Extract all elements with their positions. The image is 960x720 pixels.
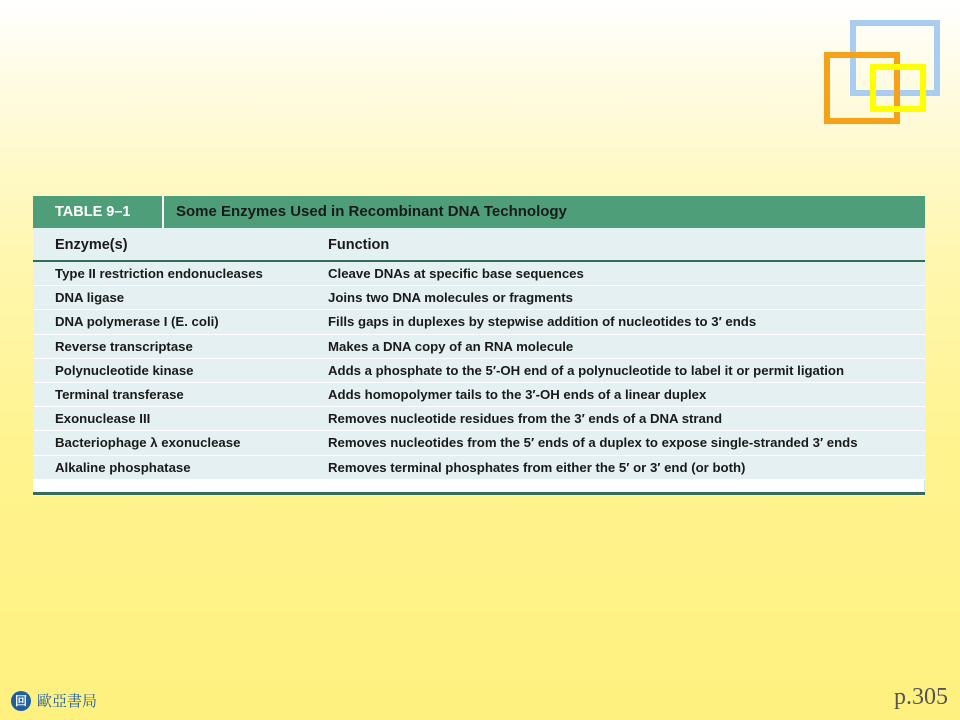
table-row (33, 359, 925, 383)
page-number: p.305 (894, 684, 948, 710)
function-cell: Removes nucleotide residues from the 3′ ends of a DNA strand (328, 411, 722, 427)
enzyme-table (33, 196, 925, 496)
table-title-bar (33, 196, 925, 228)
function-cell: Removes nucleotides from the 5′ ends of a duplex to expose single-stranded 3′ ends (328, 435, 858, 451)
table-title: Some Enzymes Used in Recombinant DNA Technology (176, 203, 567, 220)
function-cell: Removes terminal phosphates from either the 5′ or 3′ end (or both) (328, 459, 746, 475)
publisher-logo (11, 690, 97, 711)
header-enzymes: Enzyme(s) (55, 237, 128, 253)
enzyme-cell: DNA polymerase I (E. coli) (55, 314, 219, 330)
header-function: Function (328, 237, 390, 253)
enzyme-cell: Bacteriophage λ exonuclease (55, 435, 241, 451)
table-row (33, 286, 925, 310)
decorative-square-yellow (870, 64, 926, 112)
publisher-logo-icon: 回 (11, 691, 31, 711)
enzyme-cell: Exonuclease III (55, 411, 151, 427)
table-row (33, 310, 925, 334)
table-row (33, 456, 925, 480)
table-row (33, 407, 925, 431)
function-cell: Makes a DNA copy of an RNA molecule (328, 338, 574, 354)
enzyme-cell: DNA ligase (55, 290, 125, 306)
function-cell: Joins two DNA molecules or fragments (328, 290, 573, 306)
function-cell: Adds homopolymer tails to the 3′-OH ends of a linear duplex (328, 386, 707, 402)
function-cell: Fills gaps in duplexes by stepwise addition of nucleotides to 3′ ends (328, 314, 757, 330)
enzyme-cell: Alkaline phosphatase (55, 459, 191, 475)
table-body (33, 262, 925, 480)
enzyme-cell: Polynucleotide kinase (55, 362, 194, 378)
enzyme-cell: Terminal transferase (55, 386, 184, 402)
table-row (33, 431, 925, 455)
table-row (33, 262, 925, 286)
publisher-name: 歐亞書局 (37, 692, 98, 710)
table-number-label: TABLE 9–1 (33, 196, 164, 228)
table-row (33, 335, 925, 359)
enzyme-cell: Type II restriction endonucleases (55, 266, 263, 281)
table-row (33, 383, 925, 407)
enzyme-cell: Reverse transcriptase (55, 338, 193, 354)
table-header-row (33, 228, 925, 262)
table-bottom-rule (33, 492, 925, 495)
function-cell: Adds a phosphate to the 5′-OH end of a polynucleotide to label it or permit ligation (328, 362, 845, 378)
function-cell: Cleave DNAs at specific base sequences (328, 266, 584, 281)
